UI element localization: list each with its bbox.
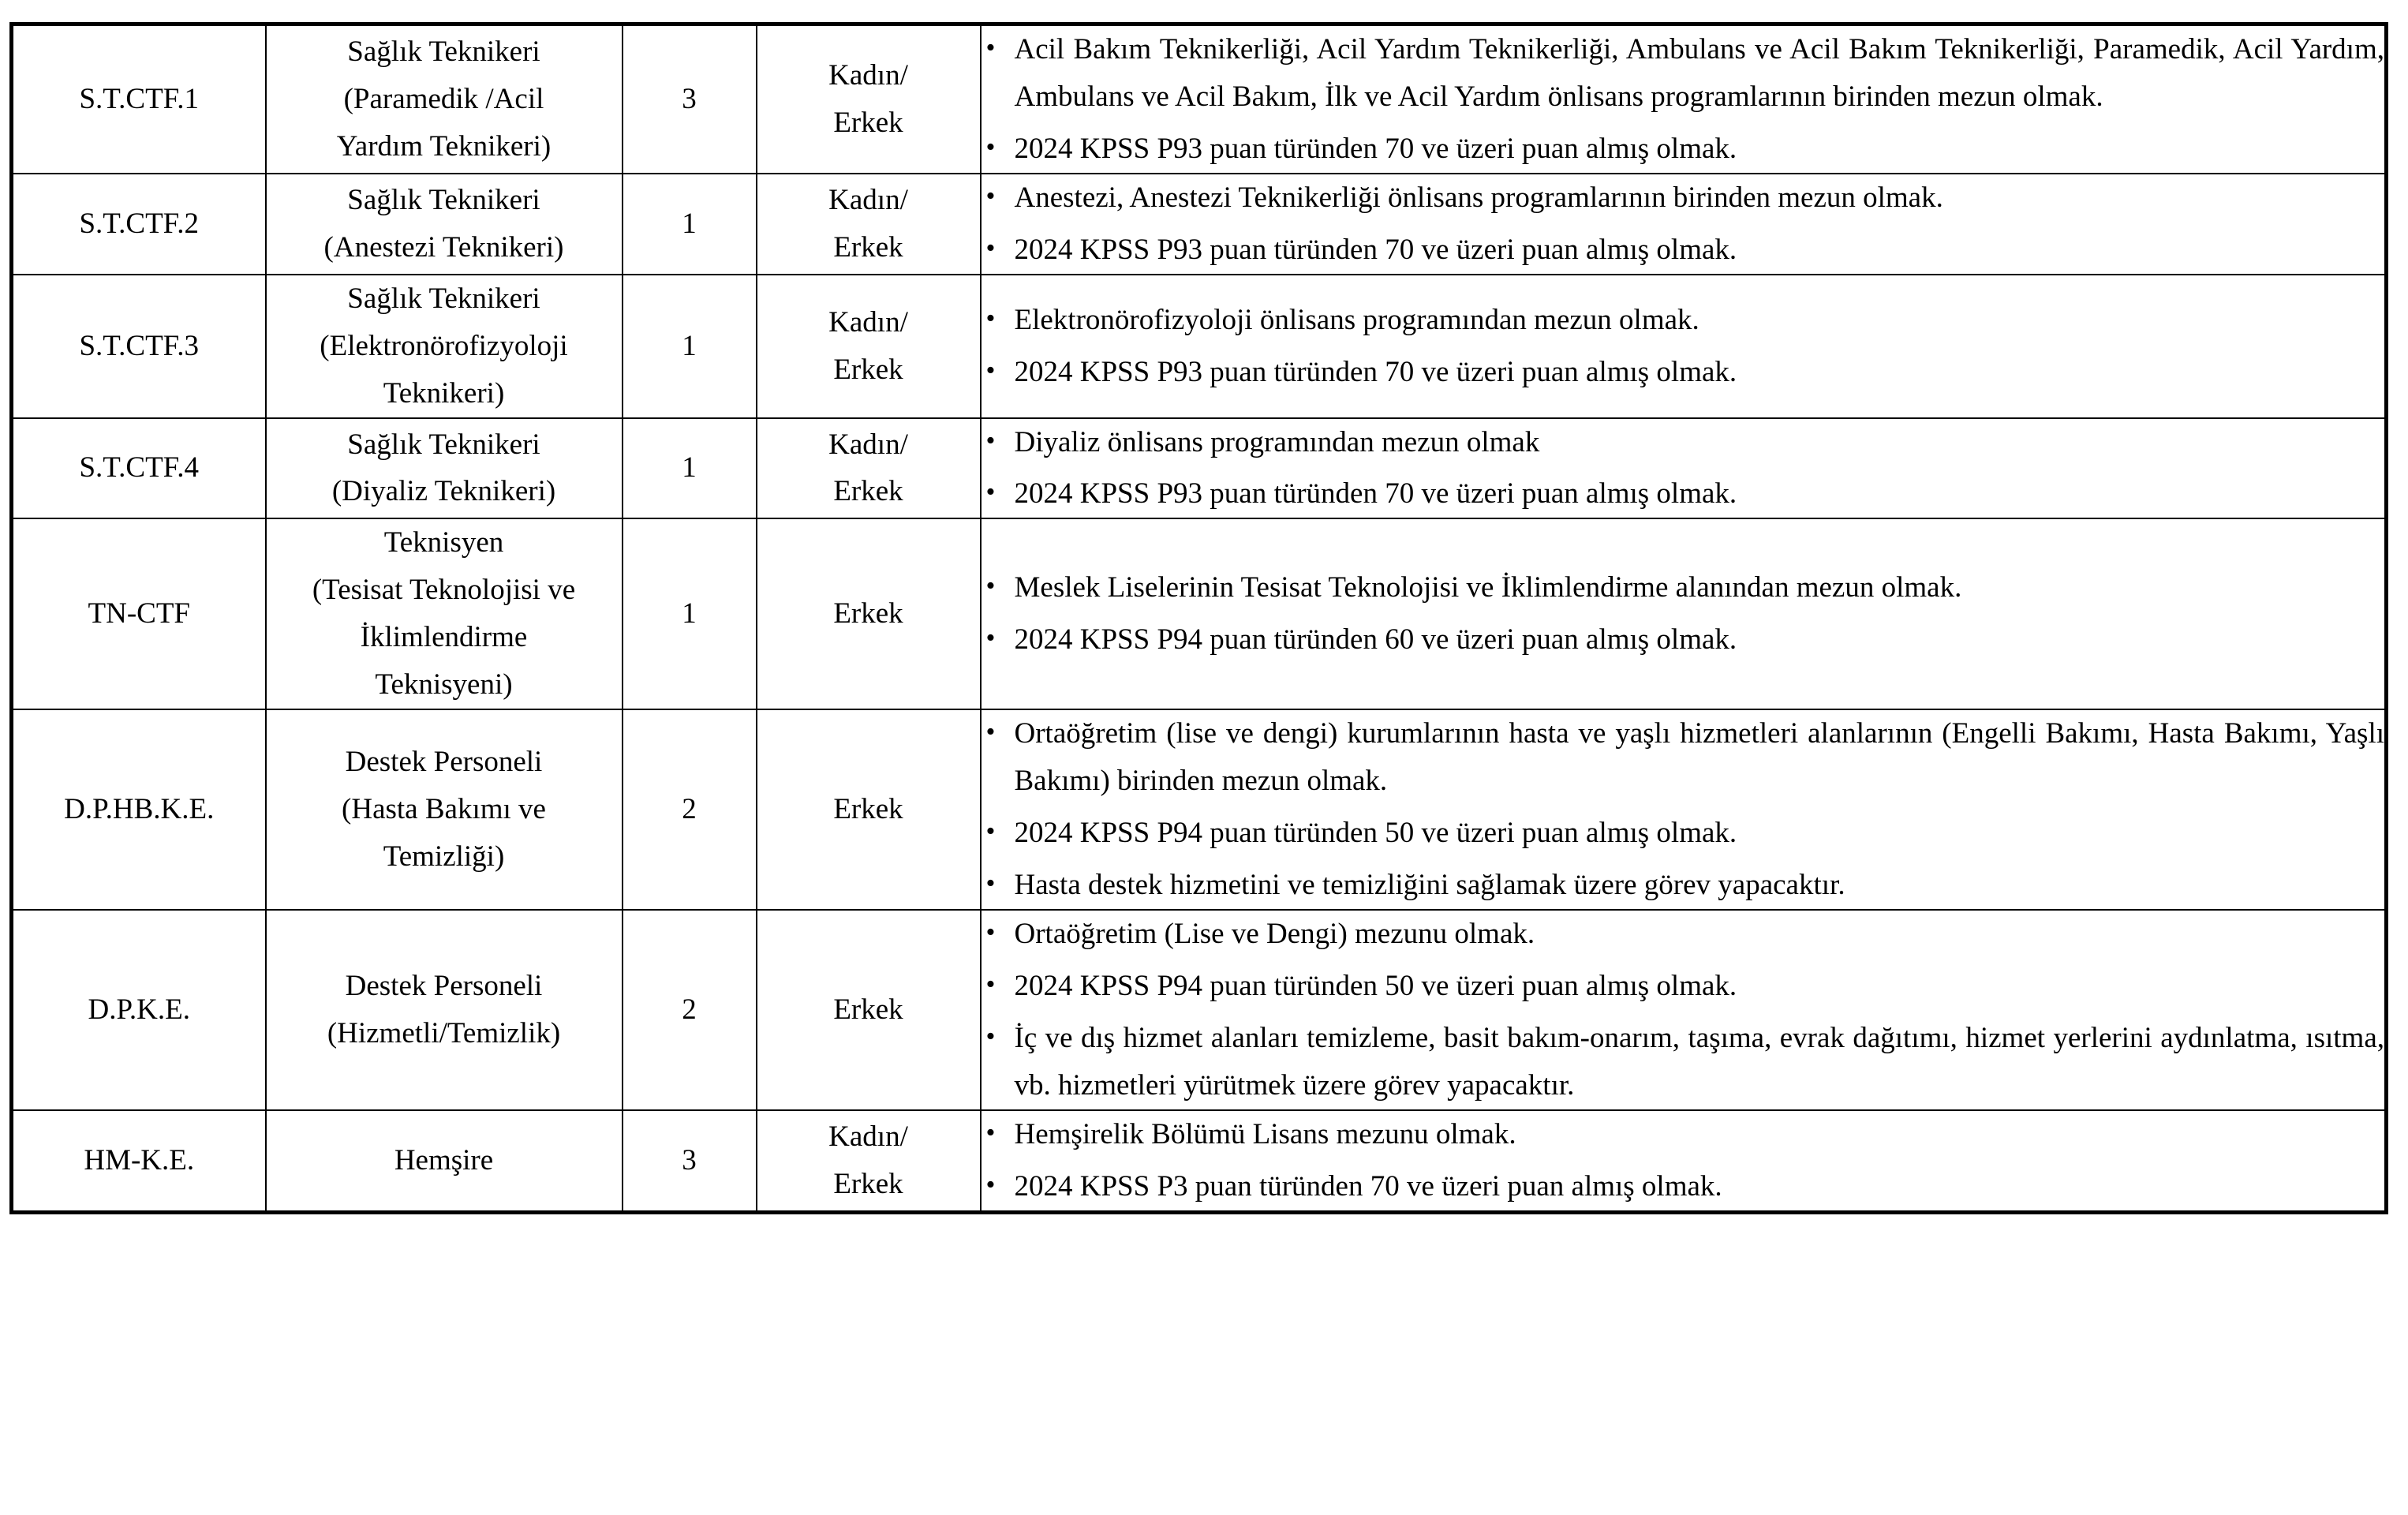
positions-table-body <box>12 24 2387 1213</box>
table-row <box>12 418 2387 519</box>
bullet-icon: • <box>985 477 996 507</box>
condition-item <box>982 470 2385 518</box>
position-count-text: 3 <box>682 82 697 115</box>
position-code-cell <box>12 709 266 910</box>
bullet-icon: • <box>985 1021 996 1051</box>
table-row <box>12 1110 2387 1212</box>
position-gender-line: Erkek <box>833 1167 903 1200</box>
condition-item <box>982 1015 2385 1109</box>
condition-text: 2024 KPSS P94 puan türünden 50 ve üzeri puan almış olmak. <box>1014 969 1737 1002</box>
position-title-line: (Diyaliz Teknikeri) <box>331 475 556 508</box>
position-code-text: HM-K.E. <box>84 1143 195 1176</box>
position-conditions-cell <box>981 418 2387 519</box>
position-count-cell <box>623 418 757 519</box>
position-code-text: S.T.CTF.1 <box>79 82 200 115</box>
condition-item <box>982 1111 2385 1158</box>
condition-text: Diyaliz önlisans programından mezun olmak <box>1014 425 1540 458</box>
position-code-text: TN-CTF <box>88 597 190 630</box>
position-code-cell <box>12 518 266 709</box>
position-conditions-cell <box>981 1110 2387 1212</box>
position-code-cell <box>12 24 266 174</box>
bullet-icon: • <box>985 868 996 898</box>
table-row <box>12 518 2387 709</box>
position-conditions-cell <box>981 275 2387 418</box>
position-count-text: 3 <box>682 1143 697 1176</box>
positions-table <box>9 22 2388 1214</box>
condition-text: Elektronörofizyoloji önlisans programından mezun olmak. <box>1014 303 1699 336</box>
bullet-icon: • <box>985 132 996 162</box>
position-title-line: (Tesisat Teknolojisi ve <box>312 574 576 607</box>
position-title-line: (Elektronörofizyoloji <box>320 329 568 362</box>
bullet-icon: • <box>985 717 996 747</box>
condition-text: 2024 KPSS P93 puan türünden 70 ve üzeri puan almış olmak. <box>1014 355 1737 388</box>
position-gender-line: Erkek <box>833 353 903 386</box>
position-title-line: Destek Personeli <box>345 969 543 1002</box>
position-conditions-cell <box>981 709 2387 910</box>
position-gender-line: Kadın/ <box>828 183 908 216</box>
condition-item <box>982 963 2385 1010</box>
condition-text: 2024 KPSS P3 puan türünden 70 ve üzeri puan almış olmak. <box>1014 1169 1722 1203</box>
conditions-list <box>982 911 2385 1109</box>
position-count-text: 1 <box>682 207 697 240</box>
position-title-line: Teknikeri) <box>383 376 505 410</box>
conditions-list <box>982 419 2385 518</box>
conditions-list <box>982 26 2385 173</box>
condition-item <box>982 226 2385 274</box>
condition-text: Anestezi, Anestezi Teknikerliği önlisans programlarının birinden mezun olmak. <box>1014 181 1943 214</box>
position-code-cell <box>12 910 266 1110</box>
position-gender-line: Erkek <box>833 475 903 508</box>
position-title-line: (Hizmetli/Temizlik) <box>327 1016 561 1049</box>
position-title-line: Sağlık Teknikeri <box>347 282 540 315</box>
position-gender-cell <box>757 418 981 519</box>
conditions-list <box>982 564 2385 664</box>
condition-item <box>982 911 2385 958</box>
position-title-cell <box>266 709 623 910</box>
bullet-icon: • <box>985 571 996 601</box>
condition-item <box>982 616 2385 664</box>
condition-item <box>982 419 2385 466</box>
condition-text: Hasta destek hizmetini ve temizliğini sağlamak üzere görev yapacaktır. <box>1014 868 1845 901</box>
position-code-text: D.P.HB.K.E. <box>64 793 215 826</box>
table-row <box>12 910 2387 1110</box>
position-count-cell <box>623 518 757 709</box>
conditions-list <box>982 710 2385 909</box>
conditions-list <box>982 297 2385 396</box>
position-count-text: 1 <box>682 597 697 630</box>
position-gender-line: Erkek <box>833 230 903 264</box>
position-gender-line: Kadın/ <box>828 428 908 461</box>
position-gender-line: Kadın/ <box>828 305 908 339</box>
position-title-line: Teknisyeni) <box>375 668 513 701</box>
condition-item <box>982 564 2385 612</box>
condition-item <box>982 1163 2385 1210</box>
position-title-line: İklimlendirme <box>360 621 528 654</box>
positions-table-container <box>9 22 2384 1214</box>
position-count-cell <box>623 709 757 910</box>
bullet-icon: • <box>985 33 996 62</box>
condition-text: Acil Bakım Teknikerliği, Acil Yardım Teknikerliği, Ambulans ve Acil Bakım Teknikerliği, Paramedik, Acil Yardım, Ambulans ve Acil Bakım, İlk ve Acil Yardım önlisans programlarının birinden mezun olmak. <box>1014 33 2384 113</box>
position-code-text: S.T.CTF.3 <box>79 329 200 362</box>
position-gender-cell <box>757 174 981 275</box>
position-gender-line: Erkek <box>833 597 903 630</box>
position-count-cell <box>623 174 757 275</box>
position-code-text: S.T.CTF.2 <box>79 207 200 240</box>
table-row <box>12 275 2387 418</box>
conditions-list <box>982 1111 2385 1210</box>
position-title-line: Sağlık Teknikeri <box>347 428 540 461</box>
position-gender-line: Erkek <box>833 106 903 139</box>
condition-item <box>982 710 2385 805</box>
position-gender-line: Erkek <box>833 793 903 826</box>
position-conditions-cell <box>981 24 2387 174</box>
position-count-cell <box>623 910 757 1110</box>
position-gender-cell <box>757 518 981 709</box>
position-count-cell <box>623 24 757 174</box>
table-row <box>12 709 2387 910</box>
bullet-icon: • <box>985 623 996 653</box>
conditions-list <box>982 174 2385 274</box>
condition-item <box>982 349 2385 396</box>
condition-item <box>982 26 2385 121</box>
table-row <box>12 174 2387 275</box>
position-conditions-cell <box>981 518 2387 709</box>
position-conditions-cell <box>981 174 2387 275</box>
position-title-line: Hemşire <box>394 1143 494 1176</box>
bullet-icon: • <box>985 917 996 947</box>
position-count-text: 2 <box>682 993 697 1026</box>
position-code-cell <box>12 275 266 418</box>
position-title-cell <box>266 24 623 174</box>
bullet-icon: • <box>985 425 996 455</box>
condition-text: 2024 KPSS P93 puan türünden 70 ve üzeri puan almış olmak. <box>1014 132 1737 165</box>
position-title-line: Yardım Teknikeri) <box>336 129 552 163</box>
position-gender-line: Kadın/ <box>828 58 908 92</box>
position-gender-line: Kadın/ <box>828 1120 908 1153</box>
table-row <box>12 24 2387 174</box>
bullet-icon: • <box>985 1117 996 1147</box>
position-title-cell <box>266 910 623 1110</box>
position-conditions-cell <box>981 910 2387 1110</box>
position-title-line: Destek Personeli <box>345 746 543 779</box>
position-title-line: Temizliği) <box>383 840 505 873</box>
condition-text: Ortaöğretim (Lise ve Dengi) mezunu olmak. <box>1014 917 1535 950</box>
position-title-cell <box>266 518 623 709</box>
condition-text: Ortaöğretim (lise ve dengi) kurumlarının hasta ve yaşlı hizmetleri alanlarının (Engelli Bakımı, Hasta Bakımı, Yaşlı Bakımı) birinden mezun olmak. <box>1014 717 2384 798</box>
position-gender-cell <box>757 910 981 1110</box>
condition-text: 2024 KPSS P93 puan türünden 70 ve üzeri puan almış olmak. <box>1014 477 1737 511</box>
condition-text: Meslek Liselerinin Tesisat Teknolojisi ve İklimlendirme alanından mezun olmak. <box>1014 571 1962 604</box>
position-title-cell <box>266 418 623 519</box>
condition-text: 2024 KPSS P93 puan türünden 70 ve üzeri puan almış olmak. <box>1014 233 1737 266</box>
position-title-line: Sağlık Teknikeri <box>347 183 540 216</box>
position-title-cell <box>266 275 623 418</box>
bullet-icon: • <box>985 817 996 846</box>
condition-item <box>982 862 2385 909</box>
condition-text: İç ve dış hizmet alanları temizleme, basit bakım-onarım, taşıma, evrak dağıtımı, hizmet yerlerini aydınlatma, ısıtma, vb. hizmetleri yürütmek üzere görev yapacaktır. <box>1014 1021 2384 1102</box>
bullet-icon: • <box>985 233 996 263</box>
position-gender-cell <box>757 275 981 418</box>
bullet-icon: • <box>985 181 996 211</box>
condition-text: 2024 KPSS P94 puan türünden 50 ve üzeri puan almış olmak. <box>1014 817 1737 849</box>
condition-text: 2024 KPSS P94 puan türünden 60 ve üzeri puan almış olmak. <box>1014 623 1737 656</box>
position-title-line: (Anestezi Teknikeri) <box>323 230 564 264</box>
position-title-line: (Hasta Bakımı ve <box>342 793 546 826</box>
position-title-line: Teknisyen <box>383 526 504 559</box>
position-count-cell <box>623 1110 757 1212</box>
condition-item <box>982 297 2385 344</box>
position-count-text: 1 <box>682 451 697 484</box>
bullet-icon: • <box>985 1169 996 1199</box>
position-count-text: 1 <box>682 329 697 362</box>
position-title-line: (Paramedik /Acil <box>343 82 544 115</box>
position-gender-line: Erkek <box>833 993 903 1026</box>
position-count-cell <box>623 275 757 418</box>
condition-text: Hemşirelik Bölümü Lisans mezunu olmak. <box>1014 1117 1516 1150</box>
position-code-text: D.P.K.E. <box>88 993 191 1026</box>
position-count-text: 2 <box>682 793 697 826</box>
position-title-cell <box>266 1110 623 1212</box>
position-code-cell <box>12 418 266 519</box>
position-gender-cell <box>757 1110 981 1212</box>
position-code-text: S.T.CTF.4 <box>79 451 200 484</box>
position-code-cell <box>12 1110 266 1212</box>
position-title-line: Sağlık Teknikeri <box>347 36 540 68</box>
position-title-cell <box>266 174 623 275</box>
condition-item <box>982 125 2385 173</box>
bullet-icon: • <box>985 303 996 333</box>
condition-item <box>982 810 2385 857</box>
position-gender-cell <box>757 709 981 910</box>
bullet-icon: • <box>985 355 996 385</box>
bullet-icon: • <box>985 969 996 999</box>
position-code-cell <box>12 174 266 275</box>
condition-item <box>982 174 2385 222</box>
position-gender-cell <box>757 24 981 174</box>
